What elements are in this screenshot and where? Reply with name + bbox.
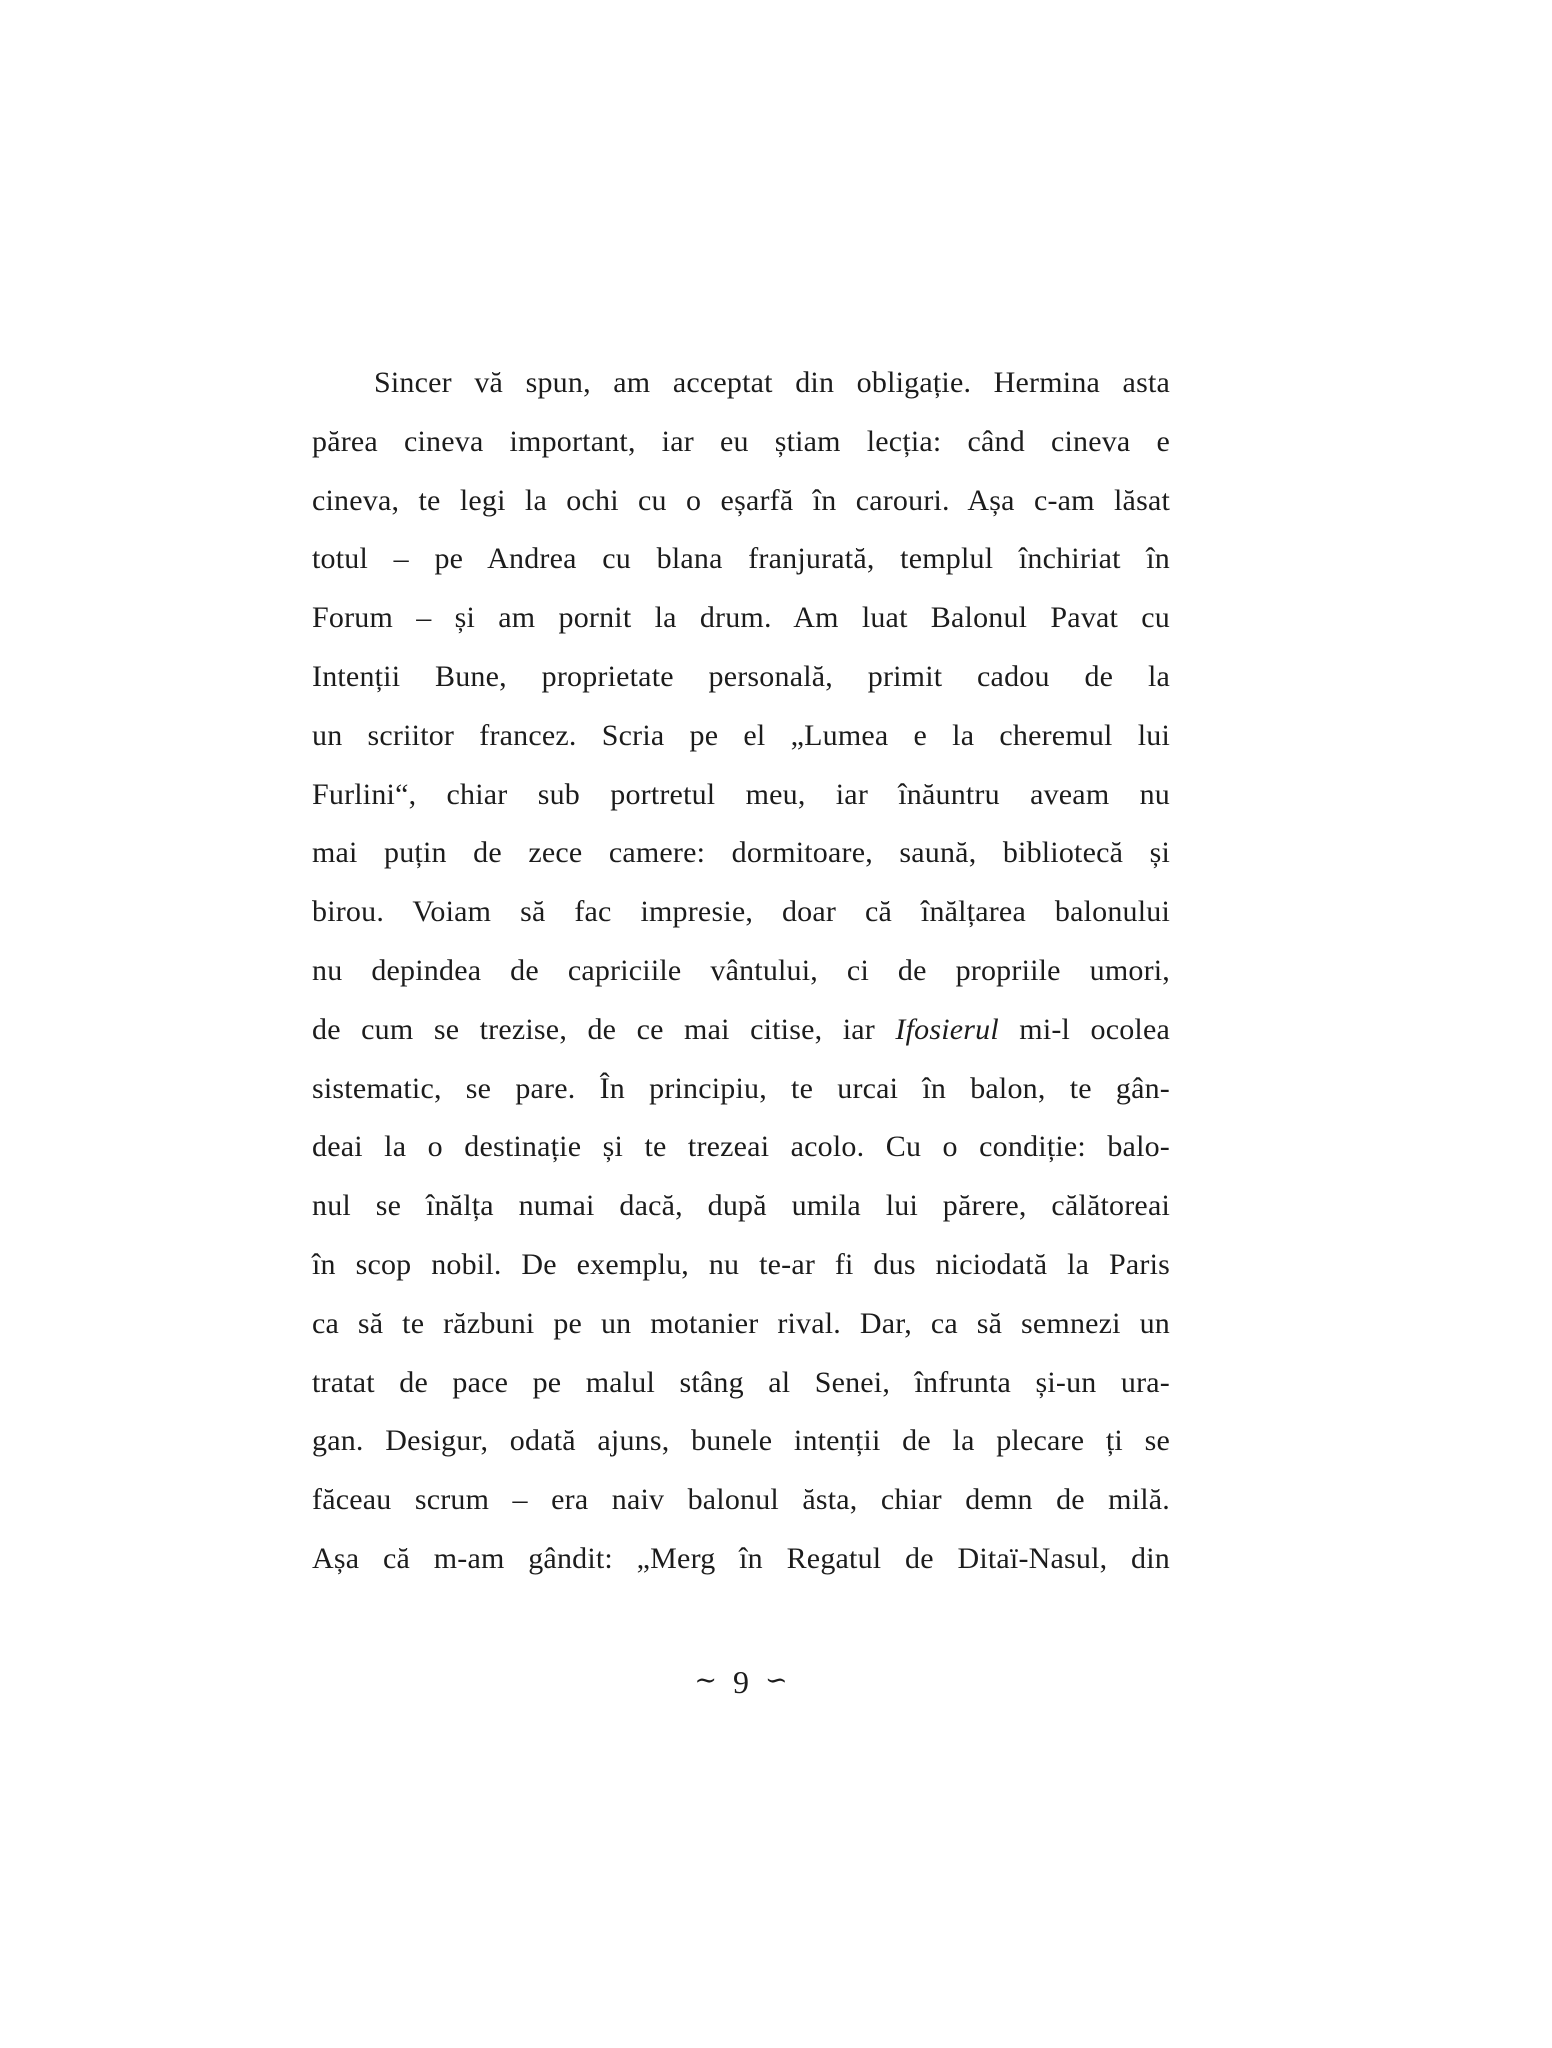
text-line: Sincer vă spun, am acceptat din obligație. Hermina asta — [374, 366, 1170, 399]
footer-ornament-left: ∼ — [694, 1665, 717, 1696]
text-line: în scop nobil. De exemplu, nu te-ar fi dus niciodată la Paris — [312, 1247, 1170, 1281]
text-line: totul – pe Andrea cu blana franjurată, templul închiriat în — [312, 542, 1170, 576]
text-line: nul se înălța numai dacă, după umila lui părere, călătoreai — [312, 1189, 1170, 1223]
page-footer — [312, 1664, 1170, 1701]
text-line — [312, 1001, 1170, 1060]
text-line: făceau scrum – era naiv balonul ăsta, chiar demn de milă. — [312, 1483, 1170, 1517]
text-line: Furlini“, chiar sub portretul meu, iar înăuntru aveam nu — [312, 777, 1170, 811]
text-line: sistematic, se pare. În principiu, te urcai în balon, te gân- — [312, 1071, 1170, 1105]
text-line: un scriitor francez. Scria pe el „Lumea e la cheremul lui — [312, 718, 1170, 752]
text-line: Intenții Bune, proprietate personală, primit cadou de la — [312, 659, 1170, 693]
text-line: Forum – și am pornit la drum. Am luat Balonul Pavat cu — [312, 601, 1170, 635]
text-line: Așa că m-am gândit: „Merg în Regatul de Ditaï-Nasul, din — [312, 1541, 1170, 1575]
text-line: cineva, te legi la ochi cu o eșarfă în carouri. Așa c-am lăsat — [312, 483, 1170, 517]
text-line: mai puțin de zece camere: dormitoare, saună, bibliotecă și — [312, 836, 1170, 870]
page-number: 9 — [733, 1664, 749, 1700]
text-line: tratat de pace pe malul stâng al Senei, înfrunta și-un ura- — [312, 1365, 1170, 1399]
text-segment: mi-l ocolea — [998, 1012, 1170, 1046]
body-text — [312, 354, 1170, 1589]
text-line: deai la o destinație și te trezeai acolo. Cu o condiție: balo- — [312, 1130, 1170, 1164]
book-title-italic: Ifosierul — [895, 1012, 999, 1046]
text-line: nu depindea de capriciile vântului, ci de propriile umori, — [312, 953, 1170, 987]
text-segment: de cum se trezise, de ce mai citise, iar — [312, 1012, 896, 1046]
text-line: ca să te răzbuni pe un motanier rival. Dar, ca să semnezi un — [312, 1306, 1170, 1340]
text-line: birou. Voiam să fac impresie, doar că înălțarea balonului — [312, 895, 1170, 929]
text-line: gan. Desigur, odată ajuns, bunele intenții de la plecare ți se — [312, 1424, 1170, 1458]
text-line: părea cineva important, iar eu știam lecția: când cineva e — [312, 424, 1170, 458]
footer-ornament-right: ∽ — [765, 1665, 788, 1696]
